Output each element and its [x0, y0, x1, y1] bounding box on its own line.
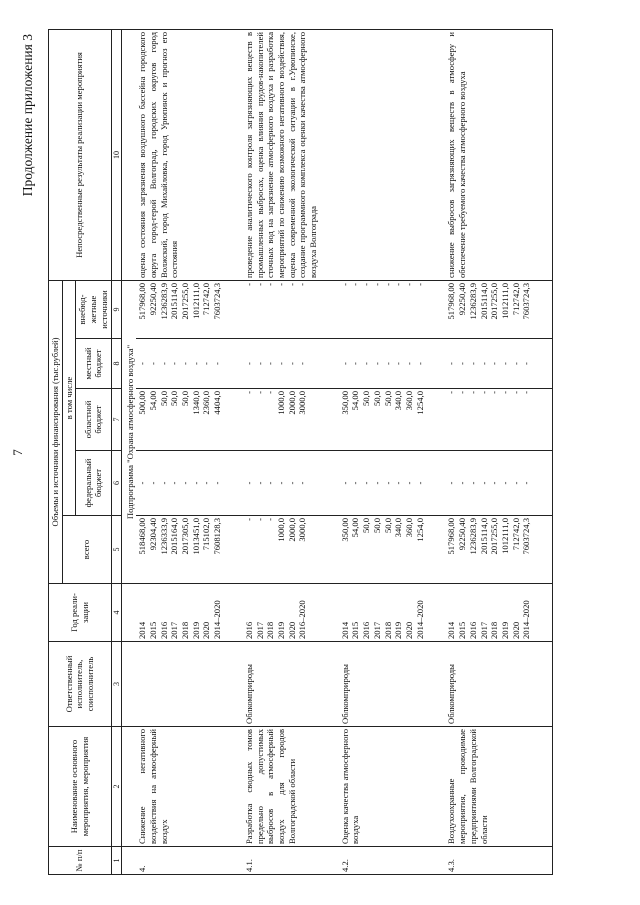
row-years-value: 2016 — [467, 621, 478, 639]
row-extrabudget-value: - — [339, 282, 350, 286]
row-extrabudget-value: - — [297, 282, 308, 286]
row-total-value: - — [243, 518, 254, 521]
column-number: 2 — [111, 727, 121, 847]
row-local-value: - — [414, 362, 425, 365]
row-regional-value: 1000,0 — [275, 391, 286, 415]
row-local-value: - — [382, 362, 393, 365]
row-federal — [243, 451, 339, 516]
row-federal-value: - — [254, 481, 265, 485]
row-total-value: - — [254, 518, 265, 521]
row-local-value: - — [361, 362, 372, 365]
row-local-value: - — [297, 362, 308, 365]
row-federal-value: - — [489, 481, 500, 485]
header-regional: областной бюджет — [76, 389, 111, 451]
row-local — [136, 339, 243, 389]
column-number: 1 — [111, 847, 121, 875]
row-responsible: Облкомприроды — [339, 642, 446, 727]
row-years-value: 2015 — [350, 621, 361, 639]
row-local-value: - — [147, 362, 158, 365]
column-number: 9 — [111, 280, 121, 338]
row-extrabudget-value: 712742,0 — [201, 282, 212, 316]
row-extrabudget-value: 1012111,0 — [499, 282, 510, 319]
row-total-value: 712742,0 — [510, 518, 521, 551]
row-regional — [339, 389, 446, 451]
row-number: 4. — [136, 847, 243, 875]
row-federal-value: - — [201, 481, 212, 485]
row-federal — [339, 451, 446, 516]
row-local-value: - — [393, 362, 404, 365]
continuation-caption: Продолжение приложения 3 — [20, 34, 35, 197]
row-years-value: 2016 — [361, 621, 372, 639]
row-regional-value: - — [478, 391, 489, 394]
row-total-value: 1013451,0 — [190, 518, 201, 555]
row-years-value: 2017 — [371, 621, 382, 639]
row-responsible: Облкомприроды — [445, 642, 552, 727]
row-total-value: 2000,0 — [286, 518, 297, 542]
page-number: 7 — [10, 449, 25, 456]
header-extrabudget: внебюд- жетные источники — [76, 280, 111, 338]
row-local-value: - — [371, 362, 382, 365]
row-federal-value: - — [510, 481, 521, 485]
row-years-value: 2015 — [147, 621, 158, 639]
row-regional-value: - — [521, 391, 532, 394]
row-regional-value: - — [265, 391, 276, 394]
row-local-value: - — [521, 362, 532, 365]
row-total-value: 54,00 — [350, 518, 361, 538]
row-extrabudget-value: 517968,00 — [446, 282, 457, 320]
row-name: Снижение негативного воздействия на атмосферный воздух — [136, 727, 243, 847]
row-extrabudget-value: 92250,40 — [147, 282, 158, 316]
row-local-value: - — [457, 362, 468, 365]
column-number-row — [111, 29, 121, 874]
header-federal: федеральный бюджет — [76, 451, 111, 516]
row-regional-value: 2360,0 — [201, 391, 212, 415]
row-years-value: 2014 — [446, 621, 457, 639]
row-regional-value: - — [446, 391, 457, 394]
row-extrabudget-value: - — [414, 282, 425, 286]
row-regional-value: 50,0 — [361, 391, 372, 407]
row-regional-value: 50,0 — [382, 391, 393, 407]
row-extrabudget-value: - — [275, 282, 286, 286]
row-regional-value: 350,00 — [339, 391, 350, 415]
row-federal-value: - — [350, 481, 361, 485]
row-regional-value: - — [457, 391, 468, 394]
row-regional-value: 1340,0 — [190, 391, 201, 415]
row-regional-value: 340,0 — [393, 391, 404, 411]
row-federal-value: - — [190, 481, 201, 485]
header-result: Непосредственные результаты реализации мероприятия — [49, 29, 112, 280]
row-local-value: - — [489, 362, 500, 365]
row-years-value: 2018 — [382, 621, 393, 639]
row-years-value: 2019 — [499, 621, 510, 639]
row-total-value: 1236283,9 — [467, 518, 478, 555]
row-extrabudget-value: - — [403, 282, 414, 286]
row-regional-value: - — [510, 391, 521, 394]
row-years-value: 2014–2020 — [212, 600, 223, 639]
row-local-value: - — [446, 362, 457, 365]
row-total-value: 2017305,0 — [180, 518, 191, 555]
header-name: Наименование основного мероприятия, мероприятия — [49, 727, 112, 847]
row-extrabudget-value: - — [361, 282, 372, 286]
row-total — [243, 516, 339, 584]
table-row — [445, 29, 552, 874]
header-no: № п/п — [49, 847, 112, 875]
row-local-value: - — [275, 362, 286, 365]
row-total-value: 517968,00 — [446, 518, 457, 555]
row-extrabudget-value: - — [286, 282, 297, 286]
row-years-value: 2014 — [137, 621, 148, 639]
row-extrabudget-value: 92250,40 — [457, 282, 468, 316]
row-extrabudget-value: 712742,0 — [510, 282, 521, 316]
subprogram-row — [121, 29, 136, 874]
row-years-value: 2018 — [265, 621, 276, 639]
row-total-value: 50,0 — [382, 518, 393, 534]
row-years-value: 2019 — [275, 621, 286, 639]
row-years — [136, 584, 243, 642]
row-extrabudget-value: - — [393, 282, 404, 286]
row-local-value: - — [212, 362, 223, 365]
row-local-value: - — [201, 362, 212, 365]
header-year: Год реали- зации — [49, 584, 112, 642]
row-federal-value: - — [212, 481, 223, 485]
table-row — [136, 29, 243, 874]
column-number: 10 — [111, 29, 121, 280]
row-total-value: 7603724,3 — [521, 518, 532, 555]
row-years-value: 2018 — [180, 621, 191, 639]
row-years-value: 2017 — [478, 621, 489, 639]
row-years — [339, 584, 446, 642]
row-federal-value: - — [403, 481, 414, 485]
row-regional — [136, 389, 243, 451]
row-years-value: 2020 — [286, 621, 297, 639]
row-federal-value: - — [286, 481, 297, 485]
row-name: Воздухоохранные мероприятия, проводимые предприятиями Волгоградской области — [445, 727, 552, 847]
row-federal-value: - — [467, 481, 478, 485]
row-regional-value: 500,00 — [137, 391, 148, 415]
column-number: 3 — [111, 642, 121, 727]
row-federal — [136, 451, 243, 516]
row-federal-value: - — [446, 481, 457, 485]
row-regional-value: 1254,0 — [414, 391, 425, 415]
row-years-value: 2014–2020 — [521, 600, 532, 639]
row-extrabudget-value: 7603724,3 — [521, 282, 532, 320]
row-regional-value: 4404,0 — [212, 391, 223, 415]
row-local-value: - — [137, 362, 148, 365]
row-extrabudget — [243, 280, 339, 338]
row-name: Разработка сводных томов предельно допустимых выбросов в атмосферный воздух для городов Волгоградской области — [243, 727, 339, 847]
row-local-value: - — [169, 362, 180, 365]
row-number: 4.3. — [445, 847, 552, 875]
row-extrabudget-value: 7603724,3 — [212, 282, 223, 320]
row-regional-value: 50,0 — [180, 391, 191, 407]
row-local-value: - — [478, 362, 489, 365]
row-total — [339, 516, 446, 584]
row-total-value: 518468,00 — [137, 518, 148, 555]
row-number: 4.2. — [339, 847, 446, 875]
row-total — [445, 516, 552, 584]
row-local-value: - — [499, 362, 510, 365]
row-local-value: - — [510, 362, 521, 365]
row-total-value: 92250,40 — [457, 518, 468, 551]
row-federal-value: - — [147, 481, 158, 485]
row-local-value: - — [467, 362, 478, 365]
row-years-value: 2014–2020 — [414, 600, 425, 639]
header-responsible: Ответственный исполнитель, соисполнитель — [49, 642, 112, 727]
row-regional-value: - — [254, 391, 265, 394]
row-years-value: 2019 — [190, 621, 201, 639]
row-total-value: 3000,0 — [297, 518, 308, 542]
row-total-value: 715102,0 — [201, 518, 212, 551]
row-extrabudget-value: 1236283,9 — [158, 282, 169, 320]
row-years-value: 2020 — [201, 621, 212, 639]
row-regional-value: 54,00 — [350, 391, 361, 411]
row-federal-value: - — [158, 481, 169, 485]
row-years-value: 2015 — [457, 621, 468, 639]
row-federal-value: - — [275, 481, 286, 485]
row-local-value: - — [190, 362, 201, 365]
row-total-value: 1254,0 — [414, 518, 425, 542]
row-extrabudget-value: - — [350, 282, 361, 286]
row-federal-value: - — [265, 481, 276, 485]
row-total-value: 340,0 — [393, 518, 404, 538]
row-total-value: 50,0 — [371, 518, 382, 534]
row-responsible: Облкомприроды — [243, 642, 339, 727]
row-federal-value: - — [137, 481, 148, 485]
table-row — [339, 29, 446, 874]
row-total-value: 2017255,0 — [489, 518, 500, 555]
header-funding: Объемы и источники финансирования (тыс.рублей) — [49, 280, 63, 583]
row-local-value: - — [286, 362, 297, 365]
row-regional-value: 50,0 — [169, 391, 180, 407]
column-number: 8 — [111, 339, 121, 389]
row-extrabudget-value: - — [265, 282, 276, 286]
subprogram-title: Подпрограмма "Охрана атмосферного воздуха" — [121, 280, 136, 583]
row-extrabudget-value: - — [254, 282, 265, 286]
row-extrabudget — [339, 280, 446, 338]
row-regional-value: 50,0 — [158, 391, 169, 407]
header-local: местный бюджет — [76, 339, 111, 389]
row-years-value: 2020 — [403, 621, 414, 639]
row-local-value: - — [243, 362, 254, 365]
row-extrabudget-value: - — [243, 282, 254, 286]
row-years-value: 2020 — [510, 621, 521, 639]
row-local — [445, 339, 552, 389]
row-regional-value: 360,0 — [403, 391, 414, 411]
row-total-value: 1000,0 — [275, 518, 286, 542]
row-local — [339, 339, 446, 389]
row-result — [339, 29, 446, 280]
row-federal-value: - — [371, 481, 382, 485]
row-years-value: 2016 — [243, 621, 254, 639]
row-total-value: 2015164,0 — [169, 518, 180, 555]
row-number: 4.1. — [243, 847, 339, 875]
row-regional-value: - — [489, 391, 500, 394]
row-extrabudget — [136, 280, 243, 338]
row-result: снижение выбросов загрязняющих веществ в атмосферу и обеспечение требуемого качества атмосферного воздуха — [445, 29, 552, 280]
row-regional — [243, 389, 339, 451]
row-years — [445, 584, 552, 642]
row-years-value: 2017 — [169, 621, 180, 639]
column-number: 5 — [111, 516, 121, 584]
table-row — [243, 29, 339, 874]
row-total-value: 1236333,9 — [158, 518, 169, 555]
row-extrabudget-value: 517968,00 — [137, 282, 148, 320]
row-regional — [445, 389, 552, 451]
row-result: оценка состояния загрязнения воздушного бассейна городского округа город-герой Волгоград, городских округов город Волжский, город Михайловка, город Урюпинск и прогноз его состояния — [136, 29, 243, 280]
row-federal-value: - — [243, 481, 254, 485]
row-responsible — [136, 642, 243, 727]
row-regional-value: 3000,0 — [297, 391, 308, 415]
row-name: Оценка качества атмосферного воздуха — [339, 727, 446, 847]
row-extrabudget-value: 2015114,0 — [478, 282, 489, 320]
row-total-value: 1012111,0 — [499, 518, 510, 554]
program-table — [48, 29, 553, 875]
row-years-value: 2018 — [489, 621, 500, 639]
row-federal-value: - — [169, 481, 180, 485]
row-extrabudget-value: 2017255,0 — [180, 282, 191, 320]
row-total-value: 7608128,3 — [212, 518, 223, 555]
row-years-value: 2016 — [158, 621, 169, 639]
header-total: всего — [62, 516, 111, 584]
row-years — [243, 584, 339, 642]
row-federal — [445, 451, 552, 516]
row-regional-value: 50,0 — [371, 391, 382, 407]
row-local-value: - — [339, 362, 350, 365]
row-total-value: 350,00 — [339, 518, 350, 542]
row-total-value: - — [265, 518, 276, 521]
row-federal-value: - — [297, 481, 308, 485]
row-total-value: 92304,40 — [147, 518, 158, 551]
row-extrabudget-value: 1236283,9 — [467, 282, 478, 320]
row-federal-value: - — [457, 481, 468, 485]
row-local — [243, 339, 339, 389]
row-result: проведение аналитического контроля загрязняющих веществ в промышленных выбросах, оценка влияния прудов-накопителей сточных вод на загрязнение атмосферного воздуха и разработка мероприятий по снижению возможного негативного воздействия, оценка современной экологической ситуации в г.Урюпинске, создание программного комплекса оценки качества атмосферного воздуха Волгограда — [243, 29, 339, 280]
row-regional-value: 54,00 — [147, 391, 158, 411]
row-years-value: 2017 — [254, 621, 265, 639]
row-extrabudget-value: 2017255,0 — [489, 282, 500, 320]
row-federal-value: - — [521, 481, 532, 485]
column-number: 4 — [111, 584, 121, 642]
row-total-value: 2015114,0 — [478, 518, 489, 555]
row-extrabudget-value: - — [382, 282, 393, 286]
header-including: в том числе — [62, 280, 76, 515]
row-local-value: - — [403, 362, 414, 365]
row-extrabudget-value: 1012111,0 — [190, 282, 201, 319]
row-total-value: 50,0 — [361, 518, 372, 534]
row-local-value: - — [180, 362, 191, 365]
row-extrabudget — [445, 280, 552, 338]
row-years-value: 2014 — [339, 621, 350, 639]
row-total — [136, 516, 243, 584]
row-years-value: 2016–2020 — [297, 600, 308, 639]
row-regional-value: - — [467, 391, 478, 394]
row-local-value: - — [158, 362, 169, 365]
row-local-value: - — [265, 362, 276, 365]
column-number: 7 — [111, 389, 121, 451]
row-regional-value: 2000,0 — [286, 391, 297, 415]
row-federal-value: - — [414, 481, 425, 485]
row-federal-value: - — [361, 481, 372, 485]
row-local-value: - — [254, 362, 265, 365]
row-federal-value: - — [180, 481, 191, 485]
column-number: 6 — [111, 451, 121, 516]
row-years-value: 2019 — [393, 621, 404, 639]
row-federal-value: - — [339, 481, 350, 485]
row-federal-value: - — [499, 481, 510, 485]
row-extrabudget-value: - — [371, 282, 382, 286]
row-regional-value: - — [243, 391, 254, 394]
row-federal-value: - — [382, 481, 393, 485]
row-federal-value: - — [478, 481, 489, 485]
row-total-value: 360,0 — [403, 518, 414, 538]
row-regional-value: - — [499, 391, 510, 394]
row-extrabudget-value: 2015114,0 — [169, 282, 180, 320]
row-local-value: - — [350, 362, 361, 365]
row-federal-value: - — [393, 481, 404, 485]
